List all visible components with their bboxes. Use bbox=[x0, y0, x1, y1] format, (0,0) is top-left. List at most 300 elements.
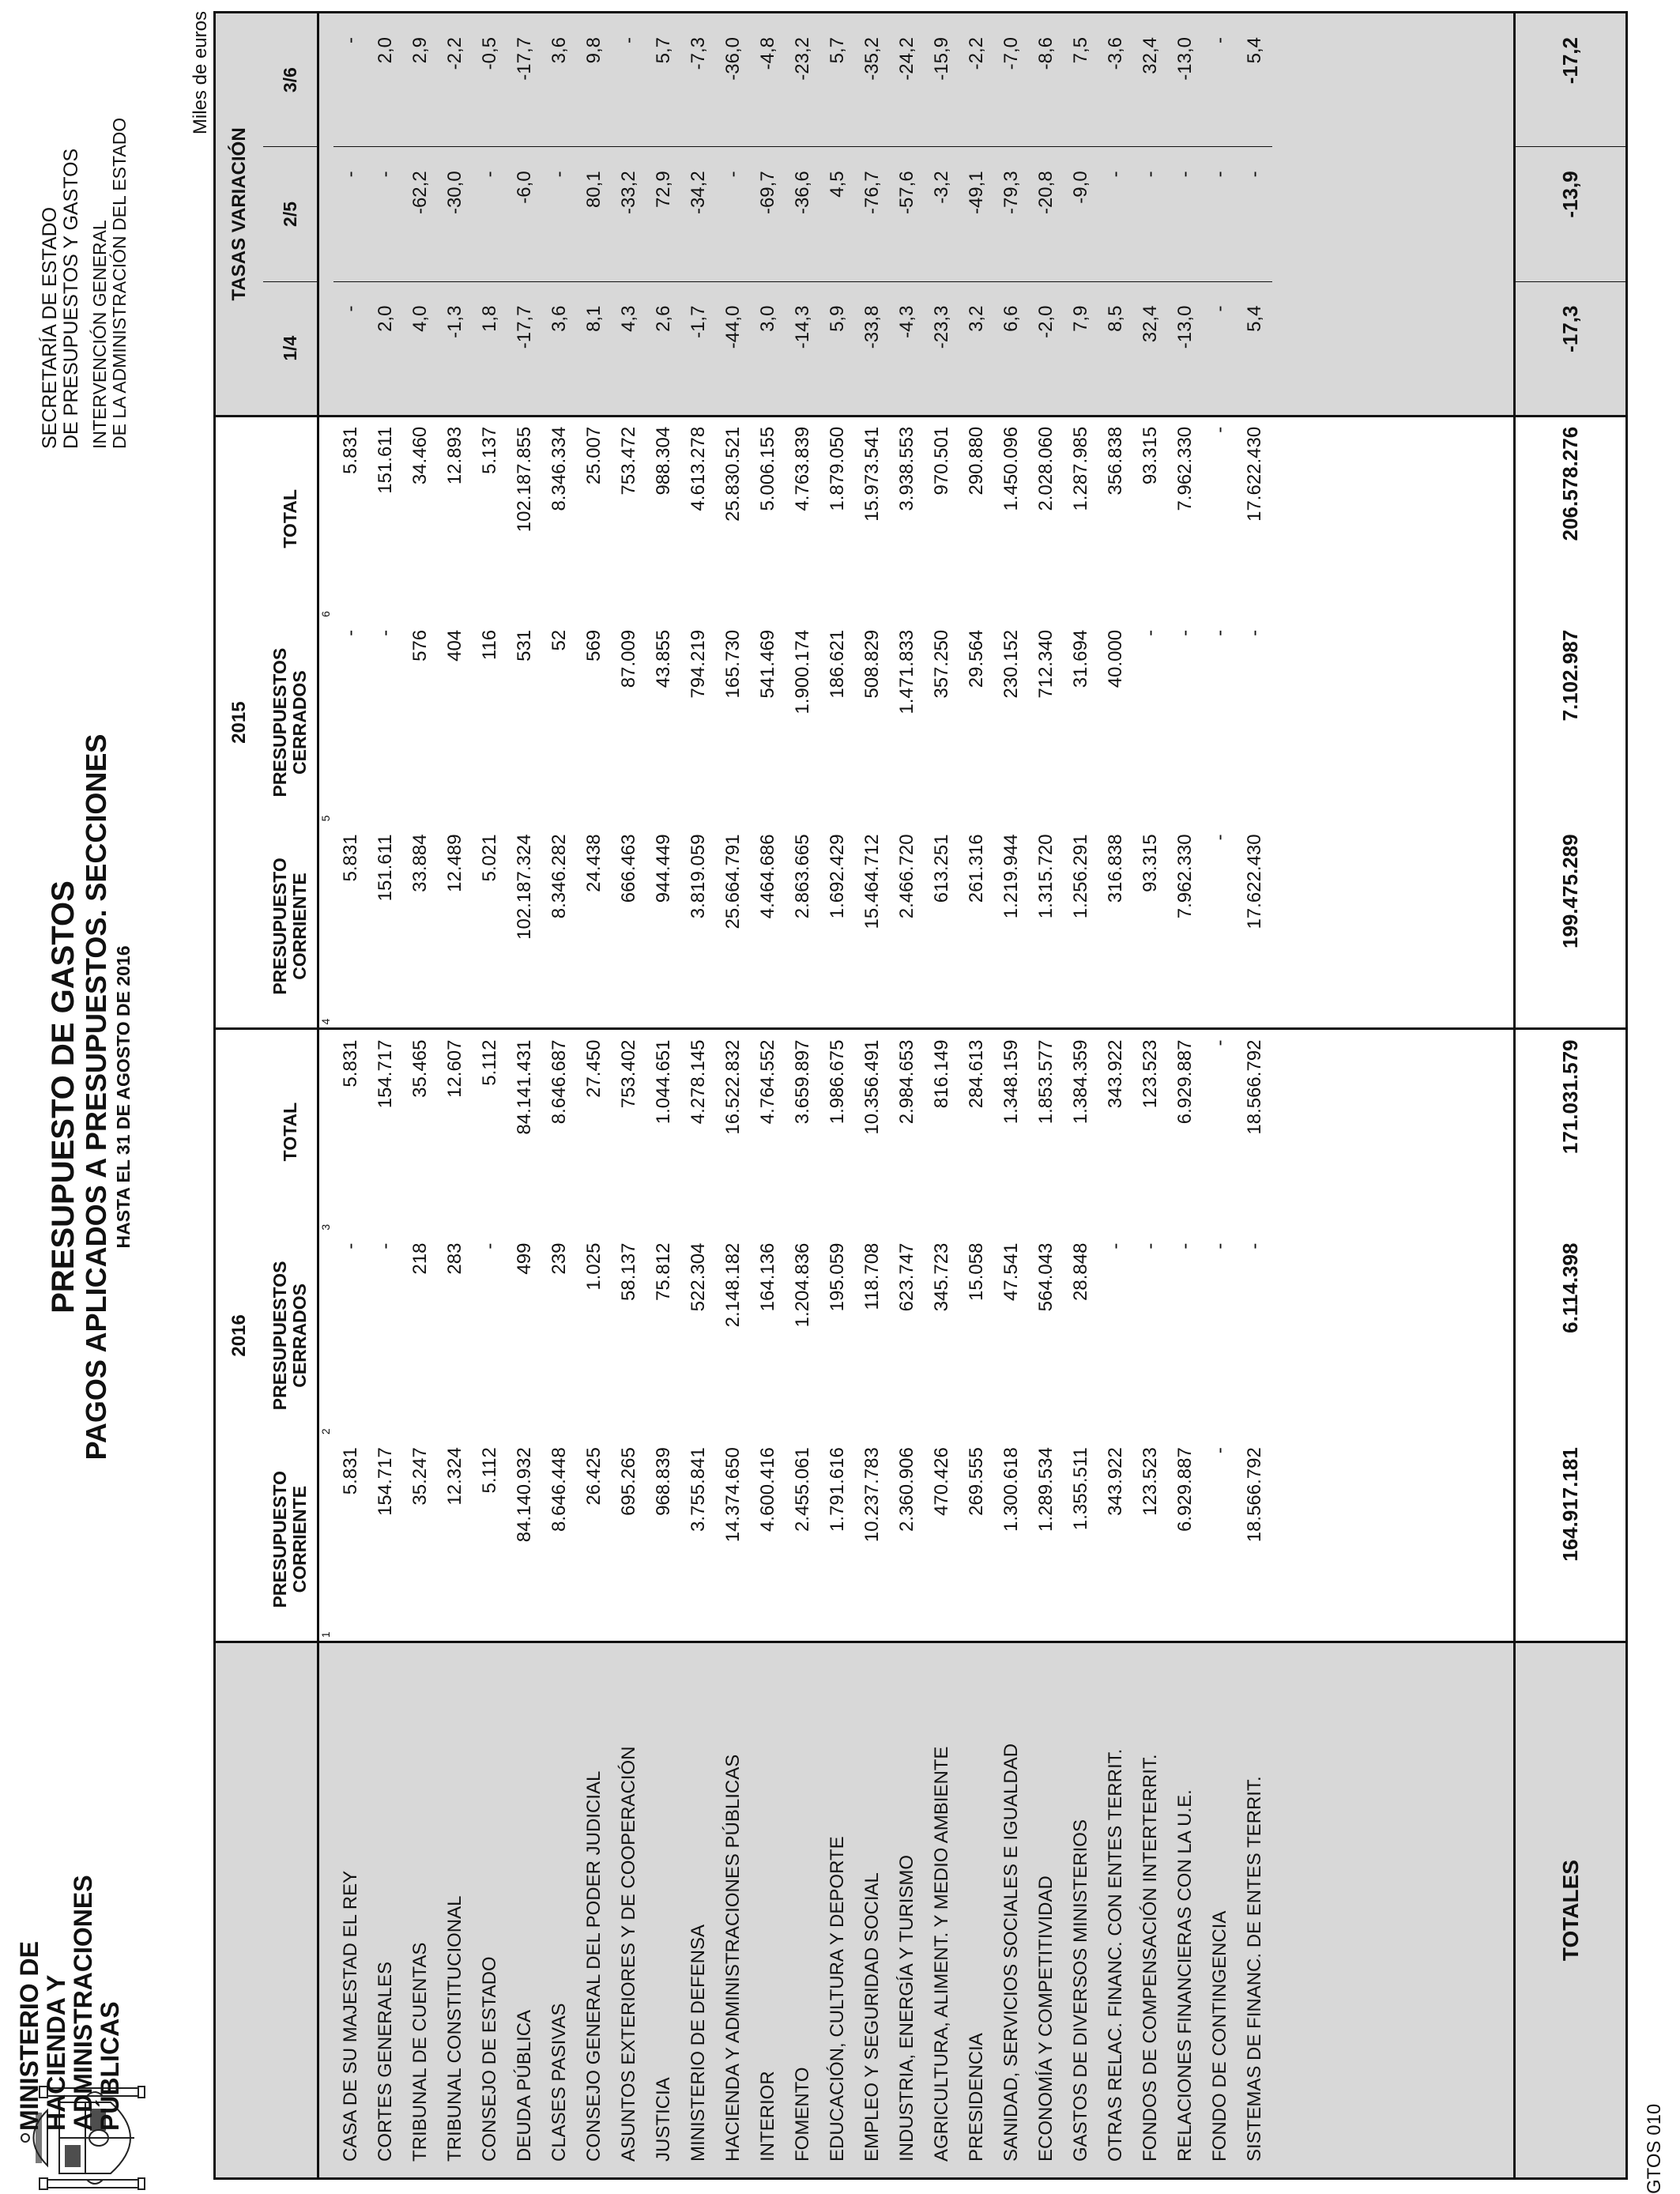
column-index: 2 bbox=[319, 1428, 332, 1435]
rate-cell: -36,6 bbox=[785, 147, 820, 281]
title-line-3: HASTA EL 31 DE AGOSTO DE 2016 bbox=[113, 945, 134, 1249]
amount-cell: 5.021 bbox=[479, 834, 500, 882]
amount-cell: 154.717 bbox=[375, 1447, 396, 1516]
header-tasas: TASAS VARIACIÓN bbox=[215, 13, 264, 417]
section-name: PRESIDENCIA bbox=[959, 1642, 994, 2179]
amount-cell: - bbox=[1139, 1242, 1161, 1250]
amount-cell: 2.984.653 bbox=[890, 1029, 925, 1234]
amount-cell: 1.692.429 bbox=[827, 834, 848, 919]
table-row bbox=[785, 13, 820, 2179]
amount-cell: 5.831 bbox=[333, 1029, 368, 1234]
rate-cell: -9,0 bbox=[1064, 147, 1098, 281]
rate-cell: -49,1 bbox=[959, 147, 994, 281]
amount-cell: 564.043 bbox=[1035, 1242, 1057, 1312]
ministry-line: MINISTERIO DE bbox=[15, 1940, 43, 2131]
amount-cell: 15.973.541 bbox=[855, 416, 890, 620]
amount-cell: 93.315 bbox=[1139, 834, 1161, 892]
amount-cell: 31.694 bbox=[1070, 629, 1091, 688]
amount-cell: 17.622.430 bbox=[1237, 416, 1272, 620]
amount-cell: 284.613 bbox=[959, 1029, 994, 1234]
rate-cell: -79,3 bbox=[994, 147, 1029, 281]
rate-cell: -3,6 bbox=[1098, 13, 1133, 147]
header-year-2015: 2015 bbox=[215, 416, 264, 1029]
rate-cell: -1,3 bbox=[438, 281, 473, 416]
amount-cell: 8.646.687 bbox=[542, 1029, 577, 1234]
rate-cell: - bbox=[1168, 147, 1203, 281]
units-label: Miles de euros bbox=[190, 11, 211, 135]
table-row bbox=[1133, 13, 1168, 2179]
amount-cell: 47.541 bbox=[1000, 1242, 1022, 1301]
rate-cell: -7,0 bbox=[994, 13, 1029, 147]
section-name: ECONOMÍA Y COMPETITIVIDAD bbox=[1029, 1642, 1064, 2179]
totals-label: TOTALES bbox=[1515, 1642, 1627, 2179]
amount-cell: 102.187.855 bbox=[507, 416, 542, 620]
amount-cell: 316.838 bbox=[1105, 834, 1126, 903]
amount-cell: 1.450.096 bbox=[994, 416, 1029, 620]
rate-cell: - bbox=[1098, 147, 1133, 281]
table-row bbox=[1098, 13, 1133, 2179]
rate-cell: 9,8 bbox=[577, 13, 612, 147]
amount-cell: 18.566.792 bbox=[1237, 1029, 1272, 1234]
amount-cell: 84.140.932 bbox=[514, 1447, 535, 1543]
rate-cell: -20,8 bbox=[1029, 147, 1064, 281]
amount-cell: 345.723 bbox=[931, 1242, 952, 1312]
header-ratio-1-4: 1/4 bbox=[263, 281, 318, 416]
amount-cell: 17.622.430 bbox=[1244, 834, 1265, 929]
amount-cell: 269.555 bbox=[966, 1447, 987, 1516]
rate-cell: -34,2 bbox=[681, 147, 716, 281]
rate-cell: -30,0 bbox=[438, 147, 473, 281]
header-ratio-2-5: 2/5 bbox=[263, 147, 318, 281]
rate-cell: -33,8 bbox=[855, 281, 890, 416]
ministry-line: HACIENDA Y bbox=[42, 1974, 70, 2131]
table-row bbox=[438, 13, 473, 2179]
amount-cell: 1.219.944 bbox=[1000, 834, 1022, 919]
rate-cell: -4,8 bbox=[751, 13, 785, 147]
amount-cell: 988.304 bbox=[646, 416, 681, 620]
secretaria-line: SECRETARÍA DE ESTADO bbox=[39, 206, 61, 449]
amount-cell: 3.659.897 bbox=[785, 1029, 820, 1234]
amount-cell: 15.464.712 bbox=[861, 834, 883, 929]
rate-cell: - bbox=[1203, 281, 1237, 416]
rate-cell: 2,0 bbox=[368, 281, 403, 416]
table-row bbox=[751, 13, 785, 2179]
rate-cell: 5,9 bbox=[820, 281, 855, 416]
amount-cell: 18.566.792 bbox=[1244, 1447, 1265, 1543]
amount-cell: 1.986.675 bbox=[820, 1029, 855, 1234]
rate-cell: - bbox=[1133, 147, 1168, 281]
amount-cell: 27.450 bbox=[577, 1029, 612, 1234]
amount-cell: 75.812 bbox=[653, 1242, 674, 1301]
amount-cell: 195.059 bbox=[827, 1242, 848, 1312]
rate-cell: 2,6 bbox=[646, 281, 681, 416]
rate-cell: 4,0 bbox=[403, 281, 438, 416]
amount-cell: - bbox=[1139, 629, 1161, 636]
amount-cell: 794.219 bbox=[687, 629, 709, 699]
amount-cell: 261.316 bbox=[966, 834, 987, 903]
amount-cell: 7.962.330 bbox=[1168, 416, 1203, 620]
rate-cell: - bbox=[368, 147, 403, 281]
amount-cell: 3.938.553 bbox=[890, 416, 925, 620]
amount-cell: 1.471.833 bbox=[896, 629, 917, 714]
table-row bbox=[403, 13, 438, 2179]
table-row bbox=[959, 13, 994, 2179]
rate-cell: - bbox=[333, 281, 368, 416]
amount-cell: 15.058 bbox=[966, 1242, 987, 1301]
amount-cell: 343.922 bbox=[1098, 1029, 1133, 1234]
rate-cell: - bbox=[473, 147, 507, 281]
table-row bbox=[333, 13, 368, 2179]
amount-cell: 753.472 bbox=[612, 416, 646, 620]
rate-cell: -6,0 bbox=[507, 147, 542, 281]
amount-cell: 470.426 bbox=[931, 1447, 952, 1516]
form-code: GTOS 010 bbox=[1644, 2103, 1665, 2194]
column-index: 3 bbox=[318, 1029, 334, 1234]
rate-cell: -69,7 bbox=[751, 147, 785, 281]
title-line-2: PAGOS APLICADOS A PRESUPUESTOS. SECCIONES bbox=[80, 733, 112, 1461]
amount-cell: 970.501 bbox=[925, 416, 959, 620]
amount-cell: 123.523 bbox=[1139, 1447, 1161, 1516]
amount-cell: - bbox=[1244, 1242, 1265, 1250]
amount-cell: 5.831 bbox=[340, 834, 361, 882]
section-name: GASTOS DE DIVERSOS MINISTERIOS bbox=[1064, 1642, 1098, 2179]
rate-cell: -57,6 bbox=[890, 147, 925, 281]
amount-cell: 6.929.887 bbox=[1174, 1447, 1196, 1532]
amount-cell: 218 bbox=[409, 1242, 431, 1275]
amount-cell: 5.137 bbox=[473, 416, 507, 620]
amount-cell: 25.830.521 bbox=[716, 416, 751, 620]
amount-cell: - bbox=[1203, 1029, 1237, 1234]
header-pres-cerrados: PRESUPUESTOS CERRADOS bbox=[263, 620, 318, 825]
amount-cell: 2.466.720 bbox=[896, 834, 917, 919]
amount-cell: 1.348.159 bbox=[994, 1029, 1029, 1234]
amount-cell: 1.044.651 bbox=[646, 1029, 681, 1234]
table-row bbox=[646, 13, 681, 2179]
rate-cell: 5,7 bbox=[820, 13, 855, 147]
amount-cell: 2.360.906 bbox=[896, 1447, 917, 1532]
header-pres-cerrados: PRESUPUESTOS CERRADOS bbox=[263, 1234, 318, 1438]
rate-cell: 2,0 bbox=[368, 13, 403, 147]
section-name: FONDOS DE COMPENSACIÓN INTERTERRIT. bbox=[1133, 1642, 1168, 2179]
rate-cell: 80,1 bbox=[577, 147, 612, 281]
amount-cell: 2.148.182 bbox=[722, 1242, 744, 1328]
total-cell: 199.475.289 bbox=[1515, 824, 1627, 1029]
rate-cell: -2,2 bbox=[959, 13, 994, 147]
amount-cell: 43.855 bbox=[653, 629, 674, 688]
rate-cell: -1,7 bbox=[681, 281, 716, 416]
amount-cell: - bbox=[375, 629, 396, 636]
section-name: FOMENTO bbox=[785, 1642, 820, 2179]
rate-cell: -23,3 bbox=[925, 281, 959, 416]
spacer-row bbox=[1272, 13, 1515, 2179]
rate-cell: -7,3 bbox=[681, 13, 716, 147]
amount-cell: 10.237.783 bbox=[861, 1447, 883, 1543]
rate-cell: 7,5 bbox=[1064, 13, 1098, 147]
header-pres-corriente: PRESUPUESTO CORRIENTE bbox=[263, 824, 318, 1029]
amount-cell: 1.355.511 bbox=[1070, 1447, 1091, 1531]
amount-cell: 522.304 bbox=[687, 1242, 709, 1312]
rate-cell: - bbox=[716, 147, 751, 281]
section-name: OTRAS RELAC. FINANC. CON ENTES TERRIT. bbox=[1098, 1642, 1133, 2179]
amount-cell: 4.278.145 bbox=[681, 1029, 716, 1234]
rate-cell: -76,7 bbox=[855, 147, 890, 281]
rate-cell: - bbox=[333, 147, 368, 281]
amount-cell: 154.717 bbox=[368, 1029, 403, 1234]
totals-row bbox=[1515, 13, 1627, 2179]
header-pres-corriente: PRESUPUESTO CORRIENTE bbox=[263, 1438, 318, 1642]
rate-cell: 32,4 bbox=[1133, 281, 1168, 416]
total-cell: 206.578.276 bbox=[1515, 416, 1627, 620]
amount-cell: 343.922 bbox=[1105, 1447, 1126, 1516]
rate-cell: -44,0 bbox=[716, 281, 751, 416]
total-rate-cell: -17,3 bbox=[1515, 281, 1627, 416]
header-total: TOTAL bbox=[263, 416, 318, 620]
section-name: SISTEMAS DE FINANC. DE ENTES TERRIT. bbox=[1237, 1642, 1272, 2179]
rate-cell: - bbox=[542, 147, 577, 281]
amount-cell: 123.523 bbox=[1133, 1029, 1168, 1234]
amount-cell: 102.187.324 bbox=[514, 834, 535, 940]
rate-cell: - bbox=[333, 13, 368, 147]
amount-cell: 541.469 bbox=[757, 629, 778, 699]
total-rate-cell: -17,2 bbox=[1515, 13, 1627, 147]
amount-cell: - bbox=[479, 1242, 500, 1250]
amount-cell: 816.149 bbox=[925, 1029, 959, 1234]
amount-cell: 118.708 bbox=[861, 1242, 883, 1310]
section-name: DEUDA PÚBLICA bbox=[507, 1642, 542, 2179]
section-name: ASUNTOS EXTERIORES Y DE COOPERACIÓN bbox=[612, 1642, 646, 2179]
amount-cell: 26.425 bbox=[583, 1447, 605, 1506]
section-name: INDUSTRIA, ENERGÍA Y TURISMO bbox=[890, 1642, 925, 2179]
header-ratio-3-6: 3/6 bbox=[263, 13, 318, 147]
section-name: INTERIOR bbox=[751, 1642, 785, 2179]
table-row bbox=[1168, 13, 1203, 2179]
amount-cell: 1.289.534 bbox=[1035, 1447, 1057, 1532]
amount-cell: 2.863.665 bbox=[792, 834, 813, 919]
amount-cell: 164.136 bbox=[757, 1242, 778, 1312]
section-name: MINISTERIO DE DEFENSA bbox=[681, 1642, 716, 2179]
total-cell: 7.102.987 bbox=[1515, 620, 1627, 825]
amount-cell: 52 bbox=[548, 629, 570, 651]
rate-cell: 8,1 bbox=[577, 281, 612, 416]
amount-cell: 5.831 bbox=[340, 1447, 361, 1495]
section-name: CLASES PASIVAS bbox=[542, 1642, 577, 2179]
intervencion-line: DE LA ADMINISTRACIÓN DEL ESTADO bbox=[109, 117, 130, 449]
amount-cell: 116 bbox=[479, 629, 500, 661]
rate-cell: 3,6 bbox=[542, 281, 577, 416]
stub-header bbox=[215, 1642, 318, 2179]
column-index-row bbox=[318, 13, 334, 2179]
rate-cell: 4,3 bbox=[612, 281, 646, 416]
rate-cell: 72,9 bbox=[646, 147, 681, 281]
amount-cell: 944.449 bbox=[653, 834, 674, 903]
rate-cell: -17,7 bbox=[507, 281, 542, 416]
amount-cell: 6.929.887 bbox=[1168, 1029, 1203, 1234]
table-row bbox=[820, 13, 855, 2179]
table-row bbox=[681, 13, 716, 2179]
section-name: SANIDAD, SERVICIOS SOCIALES E IGUALDAD bbox=[994, 1642, 1029, 2179]
rate-cell: -35,2 bbox=[855, 13, 890, 147]
amount-cell: 3.819.059 bbox=[687, 834, 709, 919]
title-line-1: PRESUPUESTO DE GASTOS bbox=[46, 880, 81, 1314]
amount-cell: 695.265 bbox=[618, 1447, 639, 1516]
amount-cell: 356.838 bbox=[1098, 416, 1133, 620]
amount-cell: 151.611 bbox=[368, 416, 403, 620]
rate-cell: -4,3 bbox=[890, 281, 925, 416]
rate-cell: -36,0 bbox=[716, 13, 751, 147]
amount-cell: 12.324 bbox=[444, 1447, 465, 1506]
amount-cell: 1.287.985 bbox=[1064, 416, 1098, 620]
section-name: EDUCACIÓN, CULTURA Y DEPORTE bbox=[820, 1642, 855, 2179]
amount-cell: 968.839 bbox=[653, 1447, 674, 1516]
total-cell: 6.114.398 bbox=[1515, 1234, 1627, 1438]
ministry-line: ADMINISTRACIONES bbox=[69, 1875, 97, 2131]
amount-cell: 186.621 bbox=[827, 629, 848, 699]
amount-cell: 8.346.282 bbox=[548, 834, 570, 919]
amount-cell: 10.356.491 bbox=[855, 1029, 890, 1234]
table-row bbox=[1203, 13, 1237, 2179]
section-name: CASA DE SU MAJESTAD EL REY bbox=[333, 1642, 368, 2179]
total-rate-cell: -13,9 bbox=[1515, 147, 1627, 281]
issuing-office bbox=[40, 22, 130, 449]
amount-cell: 4.600.416 bbox=[757, 1447, 778, 1532]
amount-cell: 5.006.155 bbox=[751, 416, 785, 620]
amount-cell: - bbox=[1209, 629, 1230, 636]
amount-cell: 84.141.431 bbox=[507, 1029, 542, 1234]
table-row bbox=[1237, 13, 1272, 2179]
rate-cell: -15,9 bbox=[925, 13, 959, 147]
rate-cell: 4,5 bbox=[820, 147, 855, 281]
table-row bbox=[855, 13, 890, 2179]
amount-cell: 8.346.334 bbox=[542, 416, 577, 620]
amount-cell: 230.152 bbox=[1000, 629, 1022, 699]
amount-cell: 283 bbox=[444, 1242, 465, 1275]
rate-cell: -8,6 bbox=[1029, 13, 1064, 147]
amount-cell: 14.374.650 bbox=[722, 1447, 744, 1543]
intervencion-line: INTERVENCIÓN GENERAL bbox=[89, 220, 110, 449]
amount-cell: 12.607 bbox=[438, 1029, 473, 1234]
table-row bbox=[577, 13, 612, 2179]
section-name: TRIBUNAL CONSTITUCIONAL bbox=[438, 1642, 473, 2179]
rate-cell: 3,0 bbox=[751, 281, 785, 416]
amount-cell: 29.564 bbox=[966, 629, 987, 688]
table-row bbox=[1029, 13, 1064, 2179]
rate-cell: - bbox=[612, 13, 646, 147]
amount-cell: 290.880 bbox=[959, 416, 994, 620]
amount-cell: 58.137 bbox=[618, 1242, 639, 1301]
total-cell: 164.917.181 bbox=[1515, 1438, 1627, 1642]
rate-cell: -14,3 bbox=[785, 281, 820, 416]
amount-cell: 151.611 bbox=[375, 834, 396, 902]
table-row bbox=[1064, 13, 1098, 2179]
amount-cell: 3.755.841 bbox=[687, 1447, 709, 1532]
amount-cell: 87.009 bbox=[618, 629, 639, 688]
table-row bbox=[507, 13, 542, 2179]
amount-cell: - bbox=[340, 629, 361, 636]
rate-cell: 5,4 bbox=[1237, 281, 1272, 416]
secretaria-line: DE PRESUPUESTOS Y GASTOS bbox=[60, 148, 82, 449]
amount-cell: 8.646.448 bbox=[548, 1447, 570, 1532]
amount-cell: 12.893 bbox=[438, 416, 473, 620]
amount-cell: 239 bbox=[548, 1242, 570, 1275]
table-row bbox=[716, 13, 751, 2179]
amount-cell: 4.764.552 bbox=[751, 1029, 785, 1234]
amount-cell: 40.000 bbox=[1105, 629, 1126, 688]
header-year-2016: 2016 bbox=[215, 1029, 264, 1642]
column-index: 5 bbox=[319, 815, 332, 822]
amount-cell: 1.384.359 bbox=[1064, 1029, 1098, 1234]
rate-cell: 6,6 bbox=[994, 281, 1029, 416]
rate-cell: -2,2 bbox=[438, 13, 473, 147]
amount-cell: 357.250 bbox=[931, 629, 952, 699]
amount-cell: 1.204.836 bbox=[792, 1242, 813, 1328]
amount-cell: 7.962.330 bbox=[1174, 834, 1196, 919]
rate-cell: 8,5 bbox=[1098, 281, 1133, 416]
section-name: EMPLEO Y SEGURIDAD SOCIAL bbox=[855, 1642, 890, 2179]
rate-cell: 32,4 bbox=[1133, 13, 1168, 147]
rate-cell: 3,6 bbox=[542, 13, 577, 147]
amount-cell: 24.438 bbox=[583, 834, 605, 892]
amount-cell: - bbox=[375, 1242, 396, 1250]
section-name: FONDO DE CONTINGENCIA bbox=[1203, 1642, 1237, 2179]
table-row bbox=[612, 13, 646, 2179]
amount-cell: - bbox=[1244, 629, 1265, 636]
amount-cell: 508.829 bbox=[861, 629, 883, 699]
amount-cell: - bbox=[1203, 416, 1237, 620]
rate-cell: -2,0 bbox=[1029, 281, 1064, 416]
rate-cell: - bbox=[1203, 13, 1237, 147]
amount-cell: 666.463 bbox=[618, 834, 639, 903]
amount-cell: 25.007 bbox=[577, 416, 612, 620]
amount-cell: 1.900.174 bbox=[792, 629, 813, 714]
amount-cell: 16.522.832 bbox=[716, 1029, 751, 1234]
amount-cell: 5.112 bbox=[479, 1447, 500, 1494]
column-index: 6 bbox=[318, 416, 334, 620]
rate-cell: 1,8 bbox=[473, 281, 507, 416]
section-name: CORTES GENERALES bbox=[368, 1642, 403, 2179]
rate-cell: -24,2 bbox=[890, 13, 925, 147]
amount-cell: 34.460 bbox=[403, 416, 438, 620]
amount-cell: 33.884 bbox=[409, 834, 431, 892]
table-row bbox=[542, 13, 577, 2179]
section-name: HACIENDA Y ADMINISTRACIONES PÚBLICAS bbox=[716, 1642, 751, 2179]
table-row bbox=[994, 13, 1029, 2179]
amount-cell: 1.791.616 bbox=[827, 1447, 848, 1532]
amount-cell: 499 bbox=[514, 1242, 535, 1275]
amount-cell: 2.028.060 bbox=[1029, 416, 1064, 620]
amount-cell: 404 bbox=[444, 629, 465, 662]
amount-cell: - bbox=[1105, 1242, 1126, 1250]
rate-cell: -3,2 bbox=[925, 147, 959, 281]
amount-cell: 93.315 bbox=[1133, 416, 1168, 620]
amount-cell: 4.464.686 bbox=[757, 834, 778, 919]
amount-cell: 753.402 bbox=[612, 1029, 646, 1234]
rate-cell: -13,0 bbox=[1168, 13, 1203, 147]
amount-cell: 5.112 bbox=[473, 1029, 507, 1234]
rate-cell: 2,9 bbox=[403, 13, 438, 147]
amount-cell: 35.247 bbox=[409, 1447, 431, 1506]
amount-cell: - bbox=[1174, 1242, 1196, 1250]
amount-cell: 712.340 bbox=[1035, 629, 1057, 699]
payments-table bbox=[213, 11, 1628, 2180]
section-name: CONSEJO GENERAL DEL PODER JUDICIAL bbox=[577, 1642, 612, 2179]
table-row bbox=[473, 13, 507, 2179]
amount-cell: 1.853.577 bbox=[1029, 1029, 1064, 1234]
amount-cell: - bbox=[1209, 1447, 1230, 1454]
amount-cell: 5.831 bbox=[333, 416, 368, 620]
section-name: CONSEJO DE ESTADO bbox=[473, 1642, 507, 2179]
amount-cell: 35.465 bbox=[403, 1029, 438, 1234]
amount-cell: 4.763.839 bbox=[785, 416, 820, 620]
